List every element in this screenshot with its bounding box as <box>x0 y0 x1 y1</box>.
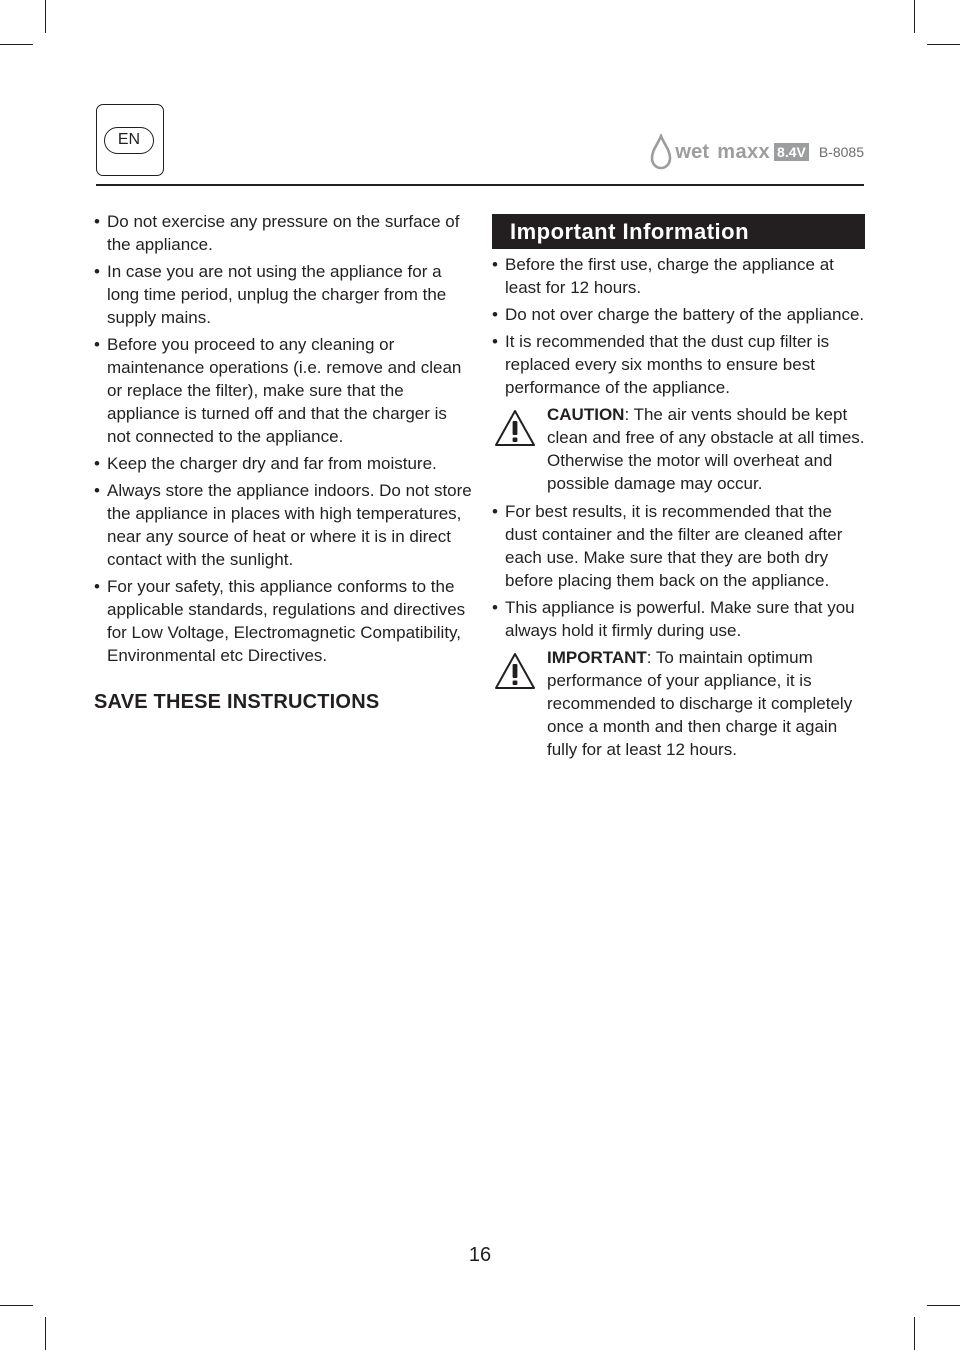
warning-triangle-icon <box>494 652 536 690</box>
water-drop-icon <box>649 134 673 170</box>
list-item: • Before you proceed to any cleaning or maintenance operations (i.e. remove and clean or replace the filter), make sure that the appliance is turned off and that the charger is not connected to the appliance. <box>94 333 474 448</box>
important-label: IMPORTANT <box>547 648 647 667</box>
brand-voltage-badge: 8.4V <box>774 143 809 161</box>
crop-mark <box>0 44 33 45</box>
crop-mark <box>914 1317 915 1350</box>
list-item: • Keep the charger dry and far from moisture. <box>94 452 474 475</box>
list-item: • This appliance is powerful. Make sure that you always hold it firmly during use. <box>492 596 865 642</box>
caution-notice <box>492 403 865 495</box>
list-item: • For best results, it is recommended that the dust container and the filter are cleaned after each use. Make sure that they are both dry before placing them back on the appliance. <box>492 500 865 592</box>
safety-list <box>94 210 474 667</box>
crop-mark <box>0 1305 33 1306</box>
info-list <box>492 500 865 642</box>
crop-mark <box>45 0 46 33</box>
list-item: • Do not exercise any pressure on the surface of the appliance. <box>94 210 474 256</box>
page-number: 16 <box>468 1244 492 1266</box>
list-item: • It is recommended that the dust cup filter is replaced every six months to ensure best performance of the appliance. <box>492 330 865 399</box>
list-item: • In case you are not using the appliance for a long time period, unplug the charger from the supply mains. <box>94 260 474 329</box>
caution-text: : The air vents should be kept clean and free of any obstacle at all times. Otherwise the motor will overheat and possible damage may occur. <box>547 405 865 493</box>
header-rule <box>96 184 864 186</box>
brand-name-wet: wet <box>675 140 710 163</box>
left-column <box>94 210 474 714</box>
list-item: • For your safety, this appliance conforms to the applicable standards, regulations and directives for Low Voltage, Electromagnetic Compatibility, Environmental etc Directives. <box>94 575 474 667</box>
crop-mark <box>914 0 915 33</box>
brand-logo <box>649 134 864 170</box>
warning-triangle-icon <box>494 409 536 447</box>
crop-mark <box>45 1317 46 1350</box>
list-item: • Before the first use, charge the appliance at least for 12 hours. <box>492 253 865 299</box>
brand-name-maxx: maxx <box>717 140 771 163</box>
right-column <box>492 214 865 766</box>
crop-mark <box>927 1305 960 1306</box>
list-item: • Always store the appliance indoors. Do not store the appliance in places with high temperatures, near any source of heat or where it is in direct contact with the sunlight. <box>94 479 474 571</box>
important-notice <box>492 646 865 761</box>
language-box <box>96 104 164 176</box>
important-text: : To maintain optimum performance of your appliance, it is recommended to discharge it completely once a month and then charge it again fully for at least 12 hours. <box>547 648 853 759</box>
save-instructions-heading: SAVE THESE INSTRUCTIONS <box>94 691 380 713</box>
model-number: B-8085 <box>818 144 864 160</box>
language-badge: EN <box>104 127 154 154</box>
list-item: • Do not over charge the battery of the appliance. <box>492 303 865 326</box>
crop-mark <box>927 44 960 45</box>
caution-label: CAUTION <box>547 405 625 424</box>
info-list <box>492 253 865 399</box>
section-title: Important Information <box>492 214 865 249</box>
